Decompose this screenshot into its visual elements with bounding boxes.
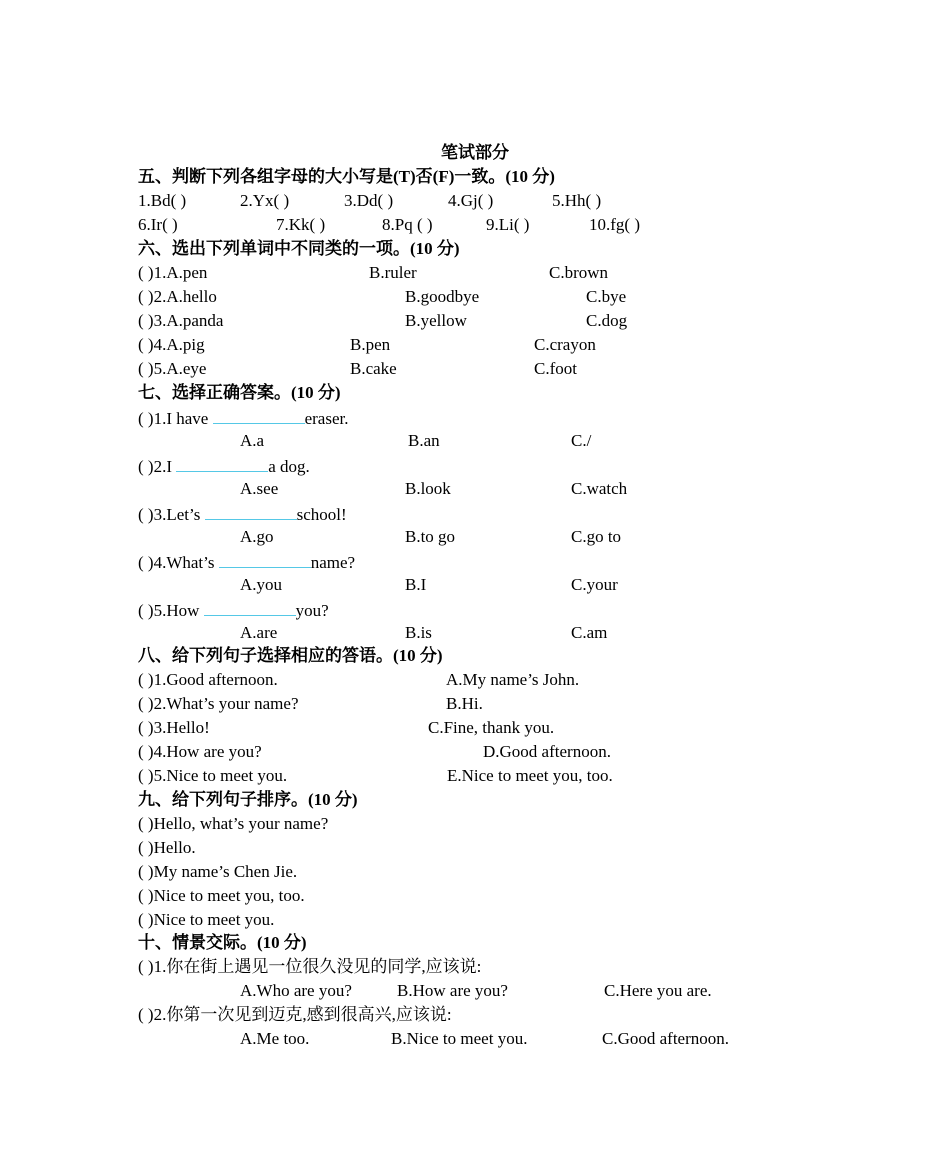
s8-answer: B.Hi. [446,694,483,713]
s6-option-b: B.pen [350,335,391,354]
s8-question: ( )2.What’s your name? [138,694,299,713]
s6-question [138,333,910,357]
s6-stem: ( )5.A.eye [138,359,207,378]
s10-option-b: B.Nice to meet you. [391,1029,528,1048]
s7-stem [138,549,355,575]
s7-option-b: B.I [405,575,427,594]
s5-item: 5.Hh( ) [552,191,602,210]
page-title: 笔试部分 [441,143,509,162]
s10-option-c: C.Here you are. [604,981,712,1000]
s10-question: ( )2.你第一次见到迈克,感到很高兴,应该说: [138,1005,452,1024]
s7-stem-pre: ( )2.I [138,457,177,476]
section-8-heading: 八、给下列句子选择相应的答语。(10 分) [138,646,443,665]
s8-pair [138,764,910,788]
answer-blank [205,501,297,520]
s7-options [138,621,910,645]
s8-answer: A.My name’s John. [446,670,580,689]
s7-stem-post: name? [310,553,356,572]
s7-option-a: A.you [240,575,283,594]
s7-stem-post: school! [296,505,347,524]
s7-question [138,549,910,573]
s10-option-a: A.Who are you? [240,981,352,1000]
s7-option-b: B.an [408,431,440,450]
s8-answer: E.Nice to meet you, too. [447,766,613,785]
s7-stem-pre: ( )1.I have [138,409,213,428]
s7-option-a: A.see [240,479,279,498]
section-7-heading: 七、选择正确答案。(10 分) [138,383,341,402]
s6-stem: ( )1.A.pen [138,263,208,282]
s5-item: 2.Yx( ) [240,191,290,210]
s7-option-a: A.go [240,527,274,546]
s8-question: ( )3.Hello! [138,718,210,737]
s6-option-b: B.ruler [369,263,417,282]
section-9-heading: 九、给下列句子排序。(10 分) [138,790,358,809]
s6-option-c: C.bye [586,287,627,306]
s7-option-a: A.are [240,623,278,642]
s6-stem: ( )4.A.pig [138,335,205,354]
s7-option-b: B.look [405,479,451,498]
s7-question [138,453,910,477]
s8-question: ( )4.How are you? [138,742,262,761]
s8-question: ( )1.Good afternoon. [138,670,278,689]
s7-options [138,573,910,597]
s10-option-b: B.How are you? [397,981,508,1000]
s7-options [138,429,910,453]
s6-stem: ( )2.A.hello [138,287,217,306]
s5-item: 10.fg( ) [589,215,640,234]
s5-item: 3.Dd( ) [344,191,394,210]
answer-blank [204,597,296,616]
s5-item: 8.Pq ( ) [382,215,433,234]
s7-option-c: C.am [571,623,608,642]
s7-option-c: C.watch [571,479,628,498]
s7-question [138,597,910,621]
s7-option-b: B.to go [405,527,456,546]
s7-stem [138,453,310,479]
s6-option-c: C.foot [534,359,577,378]
s8-pair [138,740,910,764]
s7-stem-pre: ( )4.What’s [138,553,219,572]
s5-item: 4.Gj( ) [448,191,494,210]
s6-question [138,261,910,285]
s6-option-c: C.dog [586,311,628,330]
answer-blank [213,405,305,424]
answer-blank [219,549,311,568]
s7-options [138,525,910,549]
s6-option-c: C.brown [549,263,609,282]
s9-sentence: ( )My name’s Chen Jie. [138,862,298,881]
s7-stem-post: you? [295,601,329,620]
s8-pair [138,668,910,692]
s6-option-c: C.crayon [534,335,596,354]
s6-option-b: B.yellow [405,311,467,330]
s8-pair [138,692,910,716]
s6-option-b: B.goodbye [405,287,480,306]
s5-item: 6.Ir( ) [138,215,178,234]
s10-option-a: A.Me too. [240,1029,310,1048]
s6-question [138,357,910,381]
s5-item: 9.Li( ) [486,215,530,234]
s8-question: ( )5.Nice to meet you. [138,766,288,785]
section-6-heading: 六、选出下列单词中不同类的一项。(10 分) [138,239,460,258]
s8-answer: D.Good afternoon. [483,742,611,761]
s7-stem-pre: ( )5.How [138,601,204,620]
s6-question [138,285,910,309]
s7-stem-post: eraser. [304,409,349,428]
s7-option-c: C.go to [571,527,622,546]
s10-options [138,979,910,1003]
s5-row-1 [138,189,910,213]
s9-sentence: ( )Nice to meet you. [138,910,275,929]
s10-option-c: C.Good afternoon. [602,1029,730,1048]
s7-option-c: C./ [571,431,592,450]
s7-option-b: B.is [405,623,432,642]
s9-sentence: ( )Hello, what’s your name? [138,814,329,833]
s9-sentence: ( )Hello. [138,838,196,857]
s7-option-a: A.a [240,431,265,450]
s5-item: 7.Kk( ) [276,215,326,234]
s10-question: ( )1.你在街上遇见一位很久没见的同学,应该说: [138,957,482,976]
s6-stem: ( )3.A.panda [138,311,224,330]
section-5-heading: 五、判断下列各组字母的大小写是(T)否(F)一致。(10 分) [138,167,555,186]
s7-stem [138,405,348,431]
s6-option-b: B.cake [350,359,397,378]
s7-stem-pre: ( )3.Let’s [138,505,205,524]
s9-sentence: ( )Nice to meet you, too. [138,886,305,905]
s7-stem-post: a dog. [268,457,310,476]
s6-question [138,309,910,333]
section-10-heading: 十、情景交际。(10 分) [138,933,307,952]
s5-item: 1.Bd( ) [138,191,187,210]
s7-option-c: C.your [571,575,618,594]
s5-row-2 [138,213,910,237]
s10-options [138,1027,910,1051]
s8-answer: C.Fine, thank you. [428,718,555,737]
s7-stem [138,501,347,527]
s7-question [138,405,910,429]
answer-blank [176,453,268,472]
s7-stem [138,597,329,623]
s8-pair [138,716,910,740]
s7-options [138,477,910,501]
s7-question [138,501,910,525]
